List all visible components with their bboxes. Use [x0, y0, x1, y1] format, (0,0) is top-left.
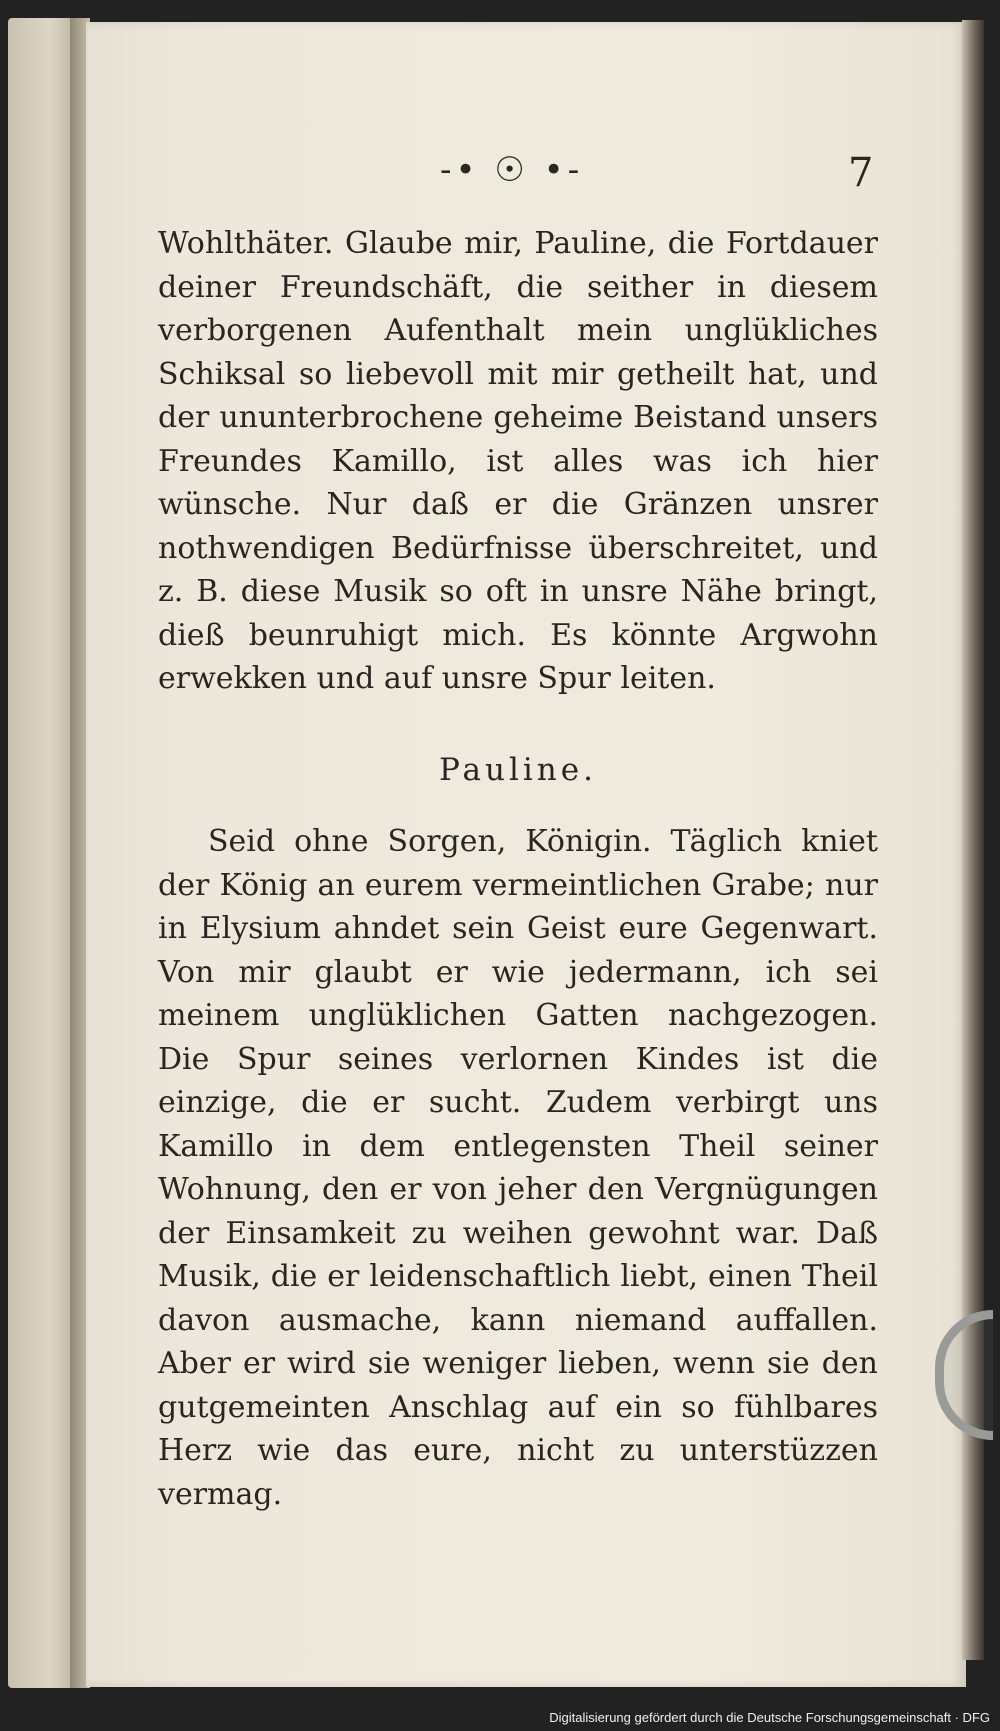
paragraph: Wohlthäter. Glaube mir, Pauline, die Fortdauer deiner Freundschäft, die seither in diesem verborgenen Aufenthalt mein unglükliches Schiksal so liebevoll mit mir getheilt hat, und der ununterbrochene geheime Beistand unsers Freundes Kamillo, ist alles was ich hier wünsche. Nur daß er die Gränzen unsrer nothwendigen Bedürfnisse überschreitet, und z. B. diese Musik so oft in unsre Nähe bringt, dieß beunruhigt mich. Es könnte Argwohn erwekken und auf unsre Spur leiten. — [158, 226, 878, 696]
text-passage-2 — [158, 820, 878, 1516]
speaker-heading: Pauline. — [439, 752, 597, 788]
digitization-credit: Digitalisierung gefördert durch die Deutsche Forschungsgemeinschaft · DFG — [549, 1710, 990, 1725]
previous-page-edge — [8, 18, 78, 1688]
page-number: 7 — [848, 150, 874, 196]
text-passage-1 — [158, 222, 878, 701]
paragraph: Seid ohne Sorgen, Königin. Täglich kniet der König an eurem vermeintlichen Grabe; nur in Elysium ahndet sein Geist eure Gegenwart. Von mir glaubt er wie jedermann, ich sei meinem unglüklichen Gatten nachgezogen. Die Spur seines verlornen Kindes ist die einzige, die er sucht. Zudem verbirgt uns Kamillo in dem entlegensten Theil seiner Wohnung, den er von jeher den Vergnügungen der Einsamkeit zu weihen gewohnt war. Daß Musik, die er leidenschaftlich liebt, einen Theil davon ausmache, kann niemand auffallen. Aber er wird sie weniger lieben, wenn sie den gutgemeinten Anschlag auf ein so fühlbares Herz wie das eure, nicht zu unterstüzzen vermag. — [158, 824, 878, 1512]
running-head-ornament: -• ☉ •- — [440, 150, 584, 190]
